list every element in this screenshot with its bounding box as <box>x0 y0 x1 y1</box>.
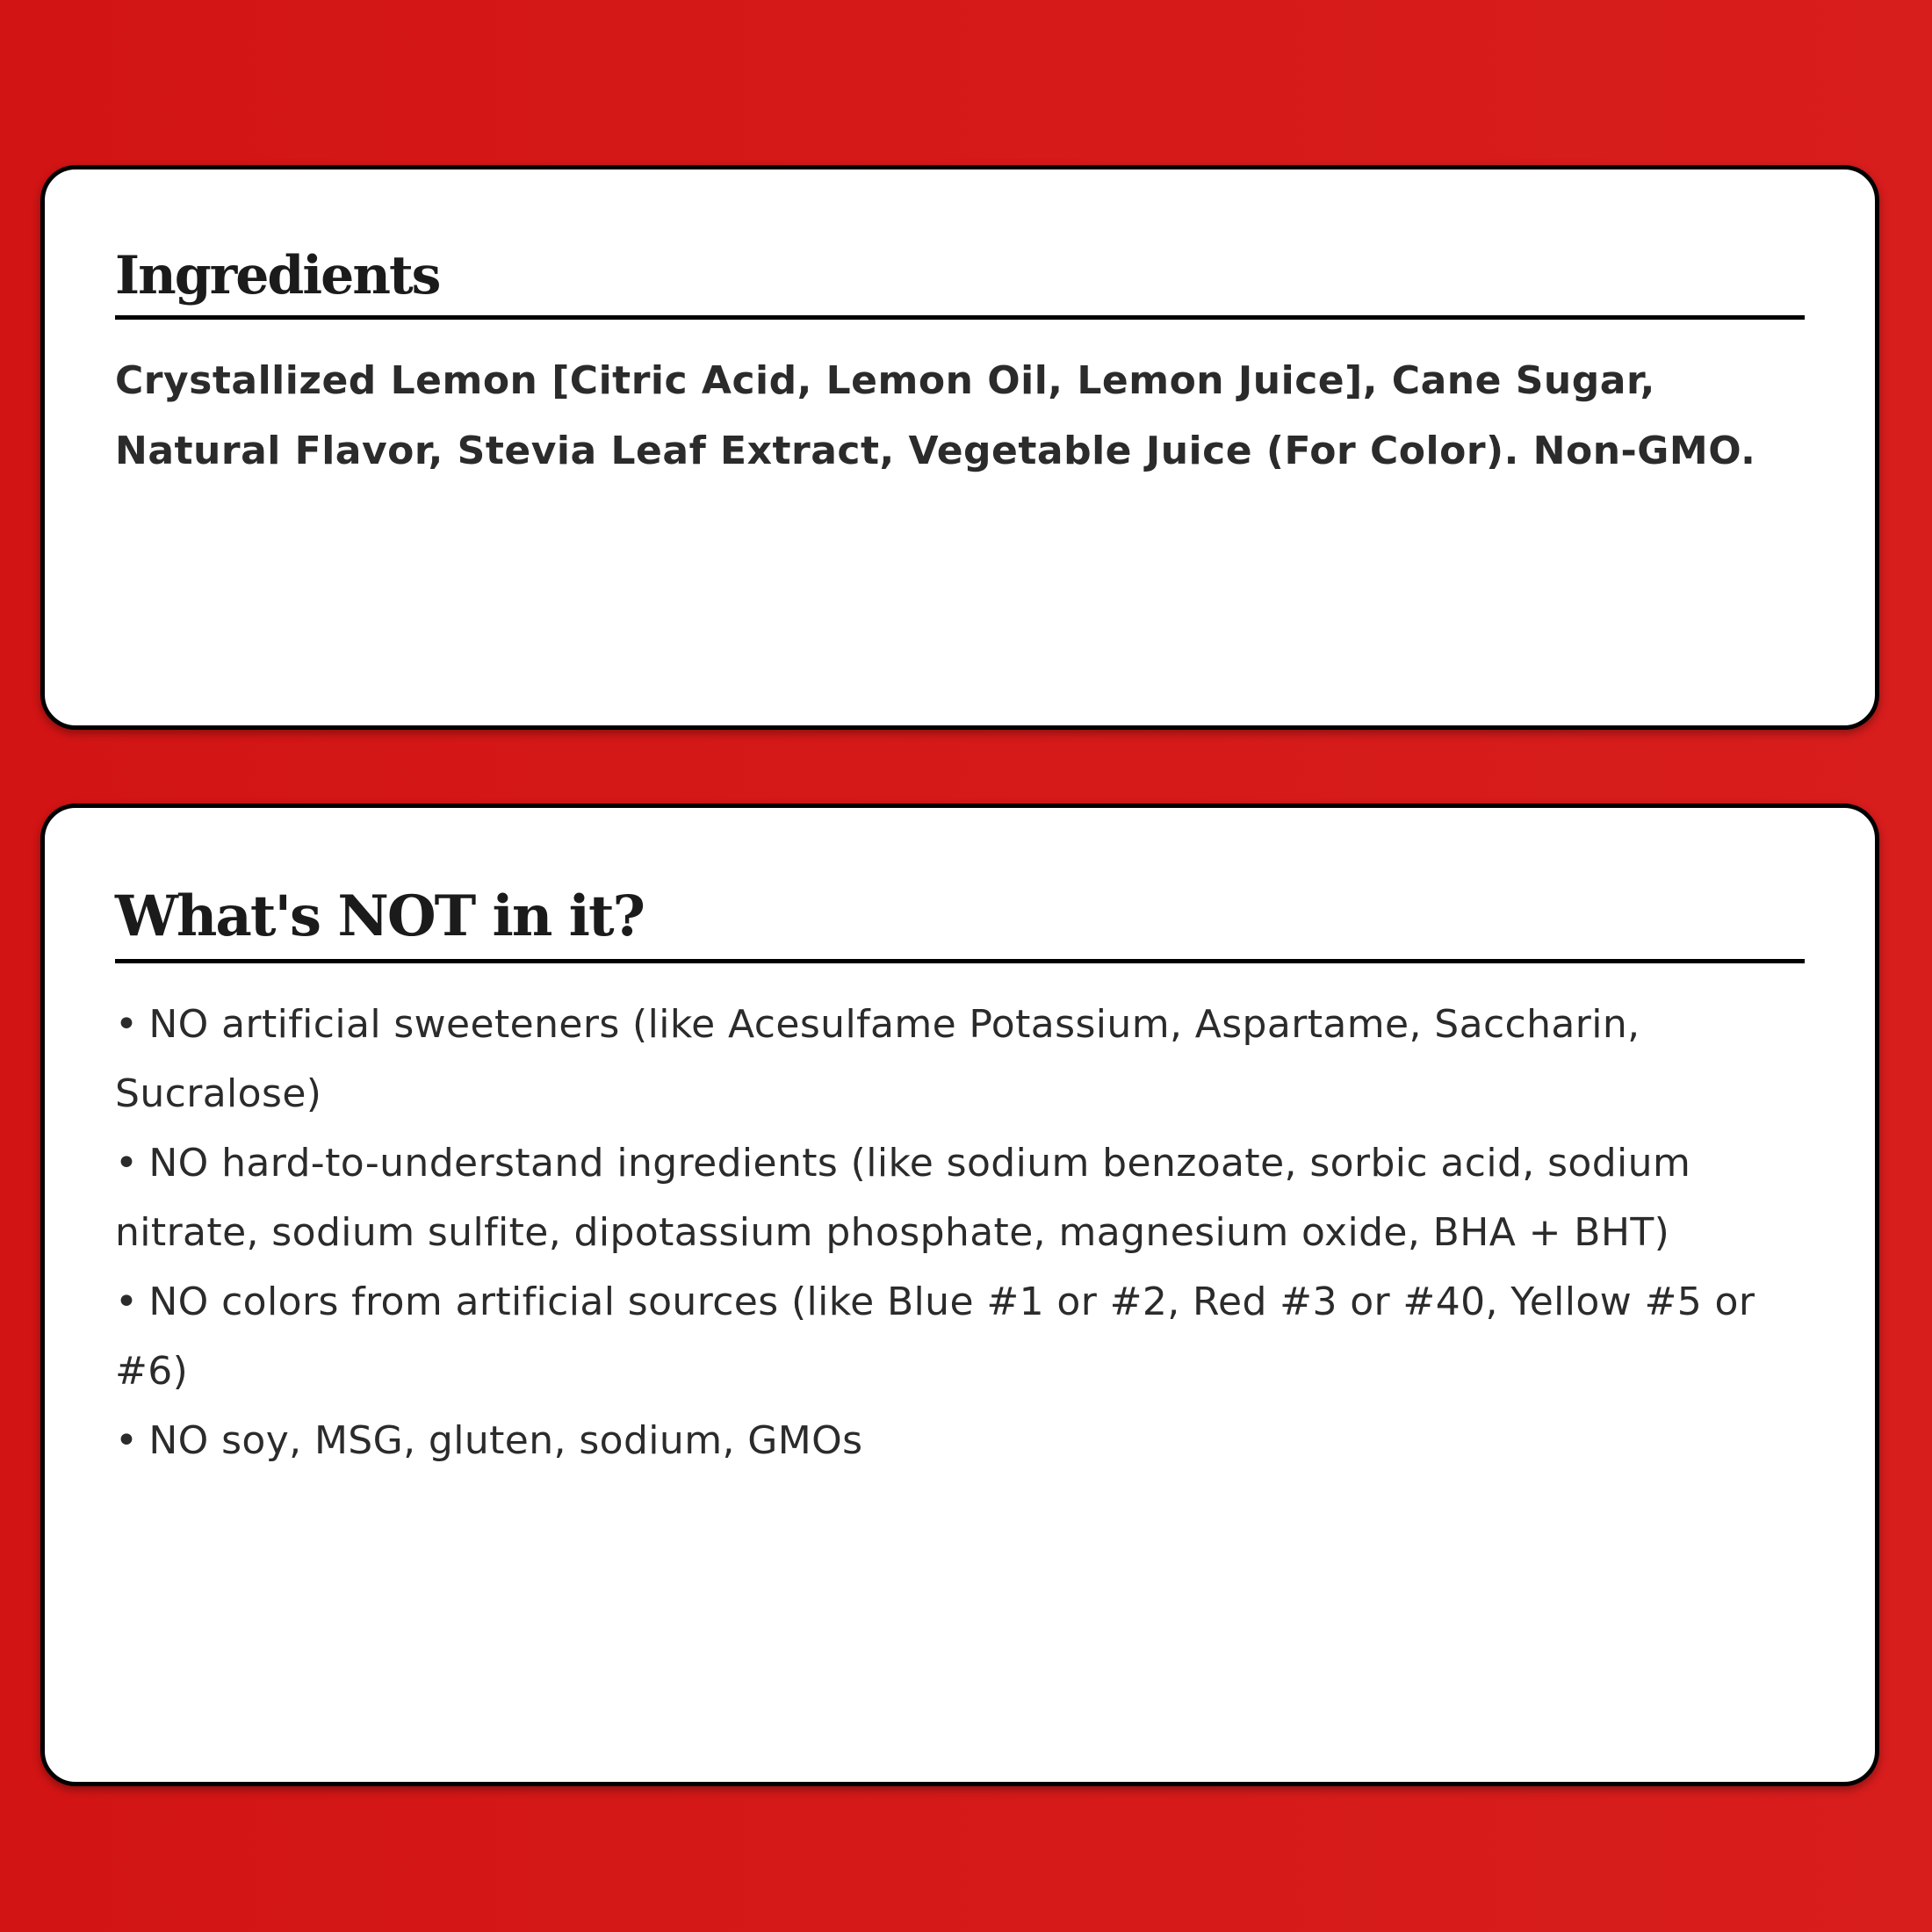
not-in-it-card <box>40 804 1879 1786</box>
ingredients-text: Crystallized Lemon [Citric Acid, Lemon Oil, Lemon Juice], Cane Sugar, Natural Flavor, Stevia Leaf Extract, Vegetable Juice (For Color). Non-GMO. <box>115 358 1756 473</box>
list-item <box>115 1128 1805 1267</box>
list-item-text: NO colors from artificial sources (like Blue #1 or #2, Red #3 or #40, Yellow #5 or #6) <box>115 1280 1755 1394</box>
list-item-text: NO soy, MSG, gluten, sodium, GMOs <box>148 1418 863 1463</box>
bullet-icon: • <box>115 1418 139 1463</box>
not-in-it-list <box>115 990 1805 1475</box>
list-item-text: NO hard-to-understand ingredients (like sodium benzoate, sorbic acid, sodium nitrate, sodium sulfite, dipotassium phosphate, magnesium oxide, BHA + BHT) <box>115 1141 1691 1255</box>
list-item <box>115 1406 1805 1475</box>
list-item <box>115 990 1805 1128</box>
bullet-icon: • <box>115 1141 139 1186</box>
list-item-text: NO artificial sweeteners (like Acesulfame Potassium, Aspartame, Saccharin, Sucralose) <box>115 1002 1640 1116</box>
ingredients-card <box>40 165 1879 730</box>
list-item <box>115 1267 1805 1406</box>
ingredients-title: Ingredients <box>115 242 1805 320</box>
not-in-it-title: What's NOT in it? <box>115 880 1805 963</box>
bullet-icon: • <box>115 1002 139 1047</box>
bullet-icon: • <box>115 1280 139 1324</box>
